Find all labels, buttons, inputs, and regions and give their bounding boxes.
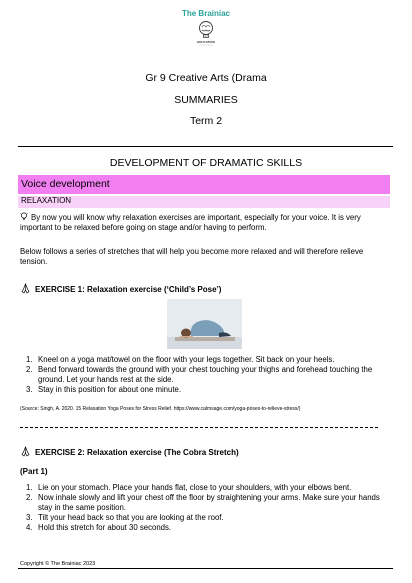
topic-banner — [18, 175, 390, 194]
exercise-2-heading — [20, 446, 239, 457]
subtopic-banner — [18, 196, 390, 208]
intro-paragraph-1 — [20, 212, 392, 233]
footer-divider — [18, 568, 393, 569]
document-type: SUMMARIES — [174, 94, 238, 106]
exercise-1-title: EXERCISE 1: Relaxation exercise (‘Child’s Pose’) — [35, 285, 222, 294]
topic-title: Voice development — [21, 178, 110, 190]
praying-hands-icon — [20, 283, 31, 294]
course-title: Gr 9 Creative Arts (Drama — [145, 72, 267, 84]
copyright-footer: Copyright © The Brainiac 2023 — [20, 561, 96, 567]
intro-paragraph-2: Below follows a series of stretches that will help you become more relaxed and will therefore relieve tension. — [20, 247, 364, 266]
brain-lightbulb-logo — [196, 20, 216, 54]
list-item: 3. Tilt your head back so that you are looking at the roof. — [26, 512, 224, 522]
dashed-divider — [20, 427, 378, 428]
section-title: DEVELOPMENT OF DRAMATIC SKILLS — [109, 157, 303, 169]
exercise-2-title: EXERCISE 2: Relaxation exercise (The Cobra Stretch) — [35, 448, 239, 457]
lightbulb-icon — [20, 212, 28, 221]
list-item: 1. Kneel on a yoga mat/towel on the floor with your legs together. Sit back on your heels. — [26, 355, 335, 364]
source-citation: (Source: Singh, A. 2020. 15 Relaxation Yoga Poses for Stress Relief. https://www.calmsage.com/yoga-poses-to-relieve-stress/) — [20, 406, 301, 412]
divider — [18, 146, 393, 147]
list-item: 1. Lie on your stomach. Place your hands flat, close to your shoulders, with your elbows bent. — [26, 483, 352, 492]
praying-hands-icon — [20, 446, 31, 457]
list-item: 2. Now inhale slowly and lift your chest off the floor by straightening your arms. Make sure your hands stay in the same position. — [26, 492, 380, 512]
exercise-2-steps — [26, 483, 392, 533]
list-item: 3. Stay in this position for about one minute. — [26, 384, 182, 394]
exercise-1-heading — [20, 283, 221, 294]
part-label: (Part 1) — [20, 467, 48, 476]
childs-pose-photo — [167, 299, 242, 349]
brand-name: The Brainiac — [181, 9, 230, 18]
list-item: 2. Bend forward towards the ground with your chest touching your thighs and forehead touching the ground. Let your hands rest at the side. — [26, 364, 373, 384]
intro-text-1: By now you will know why relaxation exercises are important, especially for your voice. It is very important to be relaxed before going on stage and/or having to perform. — [20, 213, 361, 232]
list-item: 4. Hold this stretch for about 30 seconds. — [26, 522, 172, 532]
subtopic-title: RELAXATION — [21, 196, 72, 205]
logo-text: EDUCATION — [197, 40, 215, 44]
exercise-1-steps — [26, 355, 392, 395]
term-label: Term 2 — [189, 115, 223, 127]
